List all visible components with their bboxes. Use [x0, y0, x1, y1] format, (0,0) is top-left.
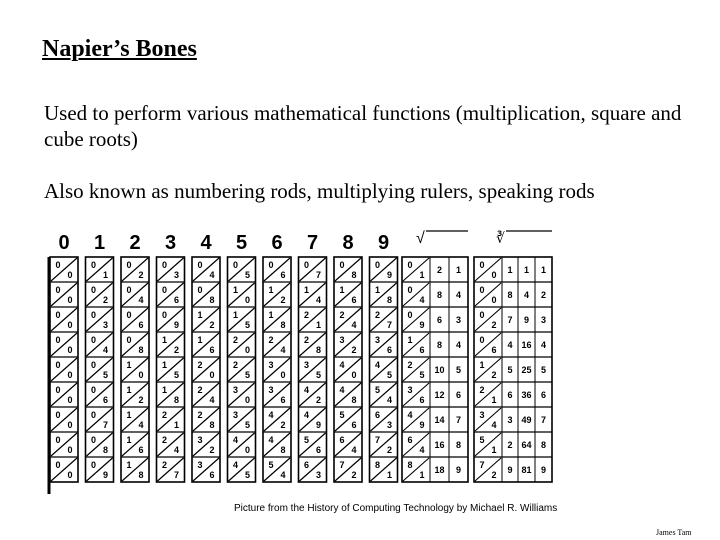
rod-digit-tens: 0	[90, 460, 97, 470]
rod-digit-tens: 0	[126, 335, 132, 345]
rod-digit-units: 6	[280, 395, 286, 405]
cube-root-index: 8	[540, 440, 547, 450]
rod-digit-units: 5	[244, 370, 251, 380]
rod-digit-units: 2	[209, 320, 215, 330]
rod-digit-units: 1	[173, 420, 180, 430]
rod-digit-units: 8	[173, 395, 180, 405]
rod-digit-tens: 0	[90, 385, 97, 395]
rod-digit-tens: 7	[374, 435, 381, 445]
cube-root-hundreds: 0	[479, 335, 485, 345]
cube-root-hundreds: 0	[479, 285, 485, 295]
rods-layer	[49, 230, 552, 494]
square-root-double: 16	[434, 440, 445, 450]
rod-digit-units: 8	[351, 270, 357, 280]
rod-digit-tens: 4	[268, 435, 274, 445]
rod-digit-tens: 3	[197, 435, 203, 445]
rod-digit-tens: 2	[339, 310, 345, 320]
rod-digit-units: 8	[386, 295, 393, 305]
square-root-tens: 6	[407, 435, 413, 445]
rod-digit-units: 9	[102, 470, 109, 480]
rod-digit-units: 6	[173, 295, 180, 305]
rod-digit-units: 3	[386, 420, 393, 430]
square-root-double: 8	[436, 340, 443, 350]
rod-digit-units: 6	[351, 420, 357, 430]
rod-digit-units: 7	[173, 470, 180, 480]
rod-digit-units: 0	[67, 320, 73, 330]
cube-root-index: 2	[540, 290, 547, 300]
rod-digit-units: 9	[173, 320, 180, 330]
rod-digit-units: 4	[209, 270, 215, 280]
rod-digit-tens: 1	[161, 385, 168, 395]
rod-digit-tens: 0	[197, 285, 203, 295]
rod-digit-tens: 0	[55, 335, 61, 345]
rod-digit-units: 9	[315, 420, 322, 430]
rod-digit-units: 3	[173, 270, 180, 280]
rod-digit-tens: 1	[161, 360, 168, 370]
cube-root-index: 1	[540, 265, 547, 275]
rod-digit-tens: 1	[126, 410, 132, 420]
rod-digit-units: 2	[173, 345, 180, 355]
square-root-double: 10	[434, 365, 445, 375]
square-root-index: 1	[455, 265, 462, 275]
rod-digit-tens: 4	[303, 410, 310, 420]
cube-root-hundreds: 2	[479, 385, 485, 395]
square-root-index: 8	[455, 440, 462, 450]
rod-digit-units: 7	[386, 320, 393, 330]
rod-digit-tens: 5	[374, 385, 381, 395]
rod-digit-units: 4	[138, 420, 144, 430]
rod-digit-units: 0	[67, 370, 73, 380]
rod-digit-units: 2	[280, 420, 286, 430]
rod-digit-units: 5	[244, 320, 251, 330]
rod-digit-units: 0	[67, 470, 73, 480]
rod-digit-units: 8	[209, 420, 215, 430]
cube-root-tens: 1	[491, 445, 497, 455]
rod-digit-tens: 0	[126, 310, 132, 320]
rod-digit-units: 2	[351, 470, 357, 480]
cube-root-units: 3	[507, 415, 513, 425]
rod-digit-tens: 5	[268, 460, 274, 470]
rod-digit-units: 2	[351, 345, 357, 355]
rod-digit-tens: 6	[374, 410, 381, 420]
rod-digit-tens: 4	[232, 460, 239, 470]
square-root-index: 9	[455, 465, 462, 475]
rod-digit-tens: 0	[339, 260, 345, 270]
rod-digit-tens: 4	[374, 360, 381, 370]
rod-digit-tens: 7	[339, 460, 345, 470]
rod-header-2: 2	[129, 232, 141, 254]
rod-digit-units: 1	[102, 270, 109, 280]
rod-digit-units: 4	[173, 445, 180, 455]
square-root-units: 9	[419, 420, 425, 430]
rod-digit-units: 0	[67, 295, 73, 305]
rod-header-5: 5	[235, 232, 248, 254]
rod-digit-units: 0	[67, 395, 73, 405]
rod-digit-tens: 2	[197, 385, 203, 395]
square-root-index: 6	[455, 390, 462, 400]
cube-root-tens: 0	[491, 270, 497, 280]
rod-digit-tens: 4	[339, 385, 345, 395]
rod-digit-units: 6	[138, 320, 144, 330]
rod-digit-tens: 0	[55, 285, 61, 295]
rod-header-7: 7	[306, 232, 319, 254]
author-credit: James Tam	[656, 528, 692, 537]
rod-digit-tens: 0	[55, 360, 61, 370]
rod-digit-tens: 0	[55, 260, 61, 270]
cube-root-tens: 2	[491, 320, 497, 330]
rod-header-3: 3	[164, 232, 177, 254]
square-root-symbol: √	[416, 230, 425, 247]
rod-digit-units: 6	[386, 345, 393, 355]
rod-digit-units: 8	[280, 320, 286, 330]
cube-root-units: 7	[507, 315, 513, 325]
cube-root-square: 16	[521, 340, 532, 350]
rod-digit-tens: 0	[55, 410, 61, 420]
rod-digit-tens: 5	[303, 435, 310, 445]
rod-digit-units: 3	[315, 470, 322, 480]
rod-digit-tens: 0	[268, 260, 274, 270]
rod-digit-units: 8	[315, 345, 322, 355]
rod-digit-tens: 1	[126, 435, 132, 445]
cube-root-square: 25	[521, 365, 532, 375]
rod-digit-tens: 0	[374, 260, 381, 270]
square-root-tens: 4	[407, 410, 413, 420]
rod-digit-units: 0	[244, 395, 251, 405]
rod-digit-units: 4	[315, 295, 322, 305]
rod-digit-units: 4	[351, 320, 357, 330]
napiers-bones-illustration	[46, 229, 558, 495]
rod-digit-units: 4	[209, 395, 215, 405]
rod-digit-tens: 3	[303, 360, 310, 370]
rod-digit-units: 0	[209, 370, 215, 380]
rod-digit-tens: 4	[232, 435, 239, 445]
rod-digit-units: 6	[351, 295, 357, 305]
rod-digit-units: 0	[67, 420, 73, 430]
cube-root-units: 4	[507, 340, 513, 350]
rod-digit-units: 3	[102, 320, 109, 330]
cube-root-units: 9	[507, 465, 513, 475]
rod-digit-tens: 0	[55, 310, 61, 320]
square-root-units: 1	[419, 270, 425, 280]
cube-root-square: 4	[523, 290, 530, 300]
rod-digit-tens: 2	[268, 335, 274, 345]
square-root-tens: 3	[407, 385, 413, 395]
slide-title: Napier’s Bones	[42, 36, 197, 62]
cube-root-units: 6	[507, 390, 513, 400]
rod-digit-units: 8	[102, 445, 109, 455]
rod-digit-units: 2	[138, 270, 144, 280]
rod-digit-units: 2	[386, 445, 393, 455]
rod-digit-units: 4	[280, 345, 286, 355]
rod-digit-tens: 6	[339, 435, 345, 445]
rod-digit-tens: 1	[374, 285, 381, 295]
cube-root-hundreds: 0	[479, 310, 485, 320]
cube-root-units: 8	[507, 290, 513, 300]
cube-root-tens: 0	[491, 295, 497, 305]
square-root-double: 8	[436, 290, 443, 300]
rod-header-1: 1	[93, 232, 106, 254]
cube-root-symbol: ∛	[496, 230, 505, 246]
rod-digit-tens: 1	[126, 385, 132, 395]
rod-digit-tens: 0	[126, 260, 132, 270]
rod-digit-units: 1	[315, 320, 322, 330]
rod-digit-units: 4	[138, 295, 144, 305]
rod-digit-units: 6	[209, 470, 215, 480]
cube-root-square: 9	[523, 315, 530, 325]
rod-digit-tens: 0	[90, 360, 97, 370]
rod-digit-tens: 0	[55, 460, 61, 470]
rod-header-0: 0	[58, 232, 70, 254]
rod-digit-units: 2	[315, 395, 322, 405]
rod-digit-tens: 0	[90, 335, 97, 345]
cube-root-hundreds: 5	[479, 435, 485, 445]
cube-root-units: 5	[507, 365, 513, 375]
rod-digit-units: 8	[138, 470, 144, 480]
square-root-units: 9	[419, 320, 425, 330]
square-root-units: 6	[419, 345, 425, 355]
rod-digit-units: 0	[280, 370, 286, 380]
square-root-double: 12	[434, 390, 445, 400]
square-root-tens: 0	[407, 260, 413, 270]
rod-digit-units: 8	[209, 295, 215, 305]
rod-header-9: 9	[377, 232, 390, 254]
cube-root-square: 64	[521, 440, 532, 450]
rod-digit-tens: 3	[374, 335, 381, 345]
rod-digit-units: 2	[102, 295, 109, 305]
rod-digit-units: 5	[244, 470, 251, 480]
rod-digit-tens: 1	[268, 310, 274, 320]
rod-digit-tens: 4	[303, 385, 310, 395]
square-root-index: 5	[455, 365, 462, 375]
rod-digit-tens: 2	[374, 310, 381, 320]
rod-digit-units: 0	[351, 370, 357, 380]
rod-digit-tens: 2	[161, 460, 168, 470]
cube-root-index: 3	[540, 315, 547, 325]
rod-digit-tens: 1	[161, 335, 168, 345]
rod-digit-tens: 0	[161, 285, 168, 295]
rod-header-6: 6	[271, 232, 283, 254]
cube-root-tens: 1	[491, 395, 497, 405]
rod-digit-tens: 4	[339, 360, 345, 370]
rod-digit-units: 0	[67, 445, 73, 455]
square-root-tens: 1	[407, 335, 413, 345]
cube-root-tens: 6	[491, 345, 497, 355]
rod-digit-tens: 6	[303, 460, 310, 470]
rod-digit-units: 8	[138, 345, 144, 355]
rod-digit-tens: 1	[126, 460, 132, 470]
rod-digit-tens: 3	[197, 460, 203, 470]
rod-digit-units: 5	[173, 370, 180, 380]
rod-digit-units: 0	[67, 345, 73, 355]
rod-digit-units: 6	[102, 395, 109, 405]
cube-root-square: 49	[521, 415, 532, 425]
description-paragraph: Used to perform various mathematical functions (multiplication, square and cube roots)	[44, 101, 682, 151]
cube-root-index: 7	[540, 415, 547, 425]
rod-digit-tens: 2	[197, 360, 203, 370]
square-root-units: 4	[419, 295, 425, 305]
rod-digit-units: 4	[351, 445, 357, 455]
square-root-units: 1	[419, 470, 425, 480]
rod-digit-tens: 3	[339, 335, 345, 345]
rod-digit-tens: 3	[232, 385, 239, 395]
cube-root-hundreds: 3	[479, 410, 485, 420]
rod-digit-tens: 3	[232, 410, 239, 420]
rod-digit-units: 6	[315, 445, 322, 455]
rod-digit-units: 2	[280, 295, 286, 305]
square-root-tens: 8	[407, 460, 413, 470]
cube-root-tens: 2	[491, 470, 497, 480]
rod-digit-tens: 0	[197, 260, 203, 270]
rod-digit-tens: 1	[197, 335, 203, 345]
image-caption: Picture from the History of Computing Technology by Michael R. Williams	[234, 503, 558, 514]
square-root-double: 18	[434, 465, 445, 475]
rod-digit-units: 5	[244, 270, 251, 280]
rod-digit-tens: 0	[90, 410, 97, 420]
square-root-index: 3	[455, 315, 462, 325]
rod-digit-units: 7	[102, 420, 109, 430]
rod-digit-units: 1	[386, 470, 393, 480]
cube-root-square: 81	[521, 465, 532, 475]
cube-root-units: 1	[507, 265, 513, 275]
square-root-tens: 0	[407, 285, 413, 295]
square-root-index: 4	[455, 340, 462, 350]
rod-digit-tens: 1	[197, 310, 203, 320]
rod-digit-units: 4	[386, 395, 393, 405]
cube-root-index: 5	[540, 365, 547, 375]
rod-digit-units: 2	[138, 395, 144, 405]
rod-digit-tens: 5	[339, 410, 345, 420]
square-root-index: 4	[455, 290, 462, 300]
rod-digit-units: 0	[67, 270, 73, 280]
cube-root-units: 2	[507, 440, 513, 450]
rod-digit-units: 5	[244, 420, 251, 430]
rod-digit-tens: 1	[126, 360, 132, 370]
cube-root-hundreds: 1	[479, 360, 485, 370]
rod-digit-units: 5	[386, 370, 393, 380]
rod-digit-tens: 3	[268, 360, 274, 370]
rod-header-8: 8	[342, 232, 354, 254]
rod-digit-tens: 2	[303, 310, 310, 320]
cube-root-square: 36	[521, 390, 532, 400]
rod-digit-tens: 0	[90, 435, 97, 445]
square-root-index: 7	[455, 415, 462, 425]
rod-digit-tens: 1	[268, 285, 274, 295]
square-root-units: 4	[419, 445, 425, 455]
square-root-units: 6	[419, 395, 425, 405]
rod-digit-units: 4	[280, 470, 286, 480]
rod-digit-tens: 4	[268, 410, 274, 420]
square-root-tens: 2	[407, 360, 413, 370]
rod-digit-tens: 2	[303, 335, 310, 345]
rod-digit-units: 0	[244, 445, 251, 455]
cube-root-tens: 4	[491, 420, 497, 430]
rod-digit-units: 7	[315, 270, 322, 280]
cube-root-index: 4	[540, 340, 547, 350]
rod-digit-tens: 3	[268, 385, 274, 395]
rod-digit-units: 0	[244, 345, 251, 355]
rod-digit-tens: 0	[161, 310, 168, 320]
rod-digit-units: 4	[102, 345, 109, 355]
rod-digit-units: 0	[138, 370, 144, 380]
rod-digit-tens: 1	[339, 285, 345, 295]
rod-digit-units: 6	[209, 345, 215, 355]
square-root-double: 6	[436, 315, 443, 325]
rod-digit-tens: 0	[161, 260, 168, 270]
rod-digit-tens: 2	[232, 335, 239, 345]
rod-digit-units: 8	[280, 445, 286, 455]
square-root-units: 5	[419, 370, 425, 380]
rod-digit-tens: 0	[90, 310, 97, 320]
cube-root-hundreds: 7	[479, 460, 485, 470]
cube-root-hundreds: 0	[479, 260, 485, 270]
rod-digit-tens: 1	[303, 285, 310, 295]
rod-digit-tens: 0	[90, 285, 97, 295]
rod-digit-tens: 0	[55, 435, 61, 445]
alias-paragraph: Also known as numbering rods, multiplying rulers, speaking rods	[44, 179, 595, 203]
rod-digit-tens: 2	[161, 410, 168, 420]
cube-root-index: 6	[540, 390, 547, 400]
rod-header-4: 4	[200, 232, 212, 254]
rod-digit-units: 2	[209, 445, 215, 455]
rod-digit-tens: 1	[232, 285, 239, 295]
square-root-double: 14	[434, 415, 445, 425]
rod-digit-tens: 0	[303, 260, 310, 270]
rod-digit-tens: 2	[161, 435, 168, 445]
rod-digit-units: 5	[315, 370, 322, 380]
square-root-tens: 0	[407, 310, 413, 320]
rod-digit-units: 6	[280, 270, 286, 280]
rod-digit-tens: 0	[232, 260, 239, 270]
cube-root-index: 9	[540, 465, 547, 475]
rod-digit-tens: 0	[90, 260, 97, 270]
rod-digit-units: 8	[351, 395, 357, 405]
rod-digit-tens: 0	[126, 285, 132, 295]
rod-digit-units: 5	[102, 370, 109, 380]
rod-digit-tens: 8	[374, 460, 381, 470]
rod-digit-tens: 2	[197, 410, 203, 420]
rod-digit-tens: 2	[232, 360, 239, 370]
rod-digit-tens: 1	[232, 310, 239, 320]
cube-root-tens: 2	[491, 370, 497, 380]
rod-digit-units: 0	[244, 295, 251, 305]
rod-digit-tens: 0	[55, 385, 61, 395]
square-root-double: 2	[436, 265, 443, 275]
rod-digit-units: 6	[138, 445, 144, 455]
rod-digit-units: 9	[386, 270, 393, 280]
cube-root-square: 1	[523, 265, 530, 275]
